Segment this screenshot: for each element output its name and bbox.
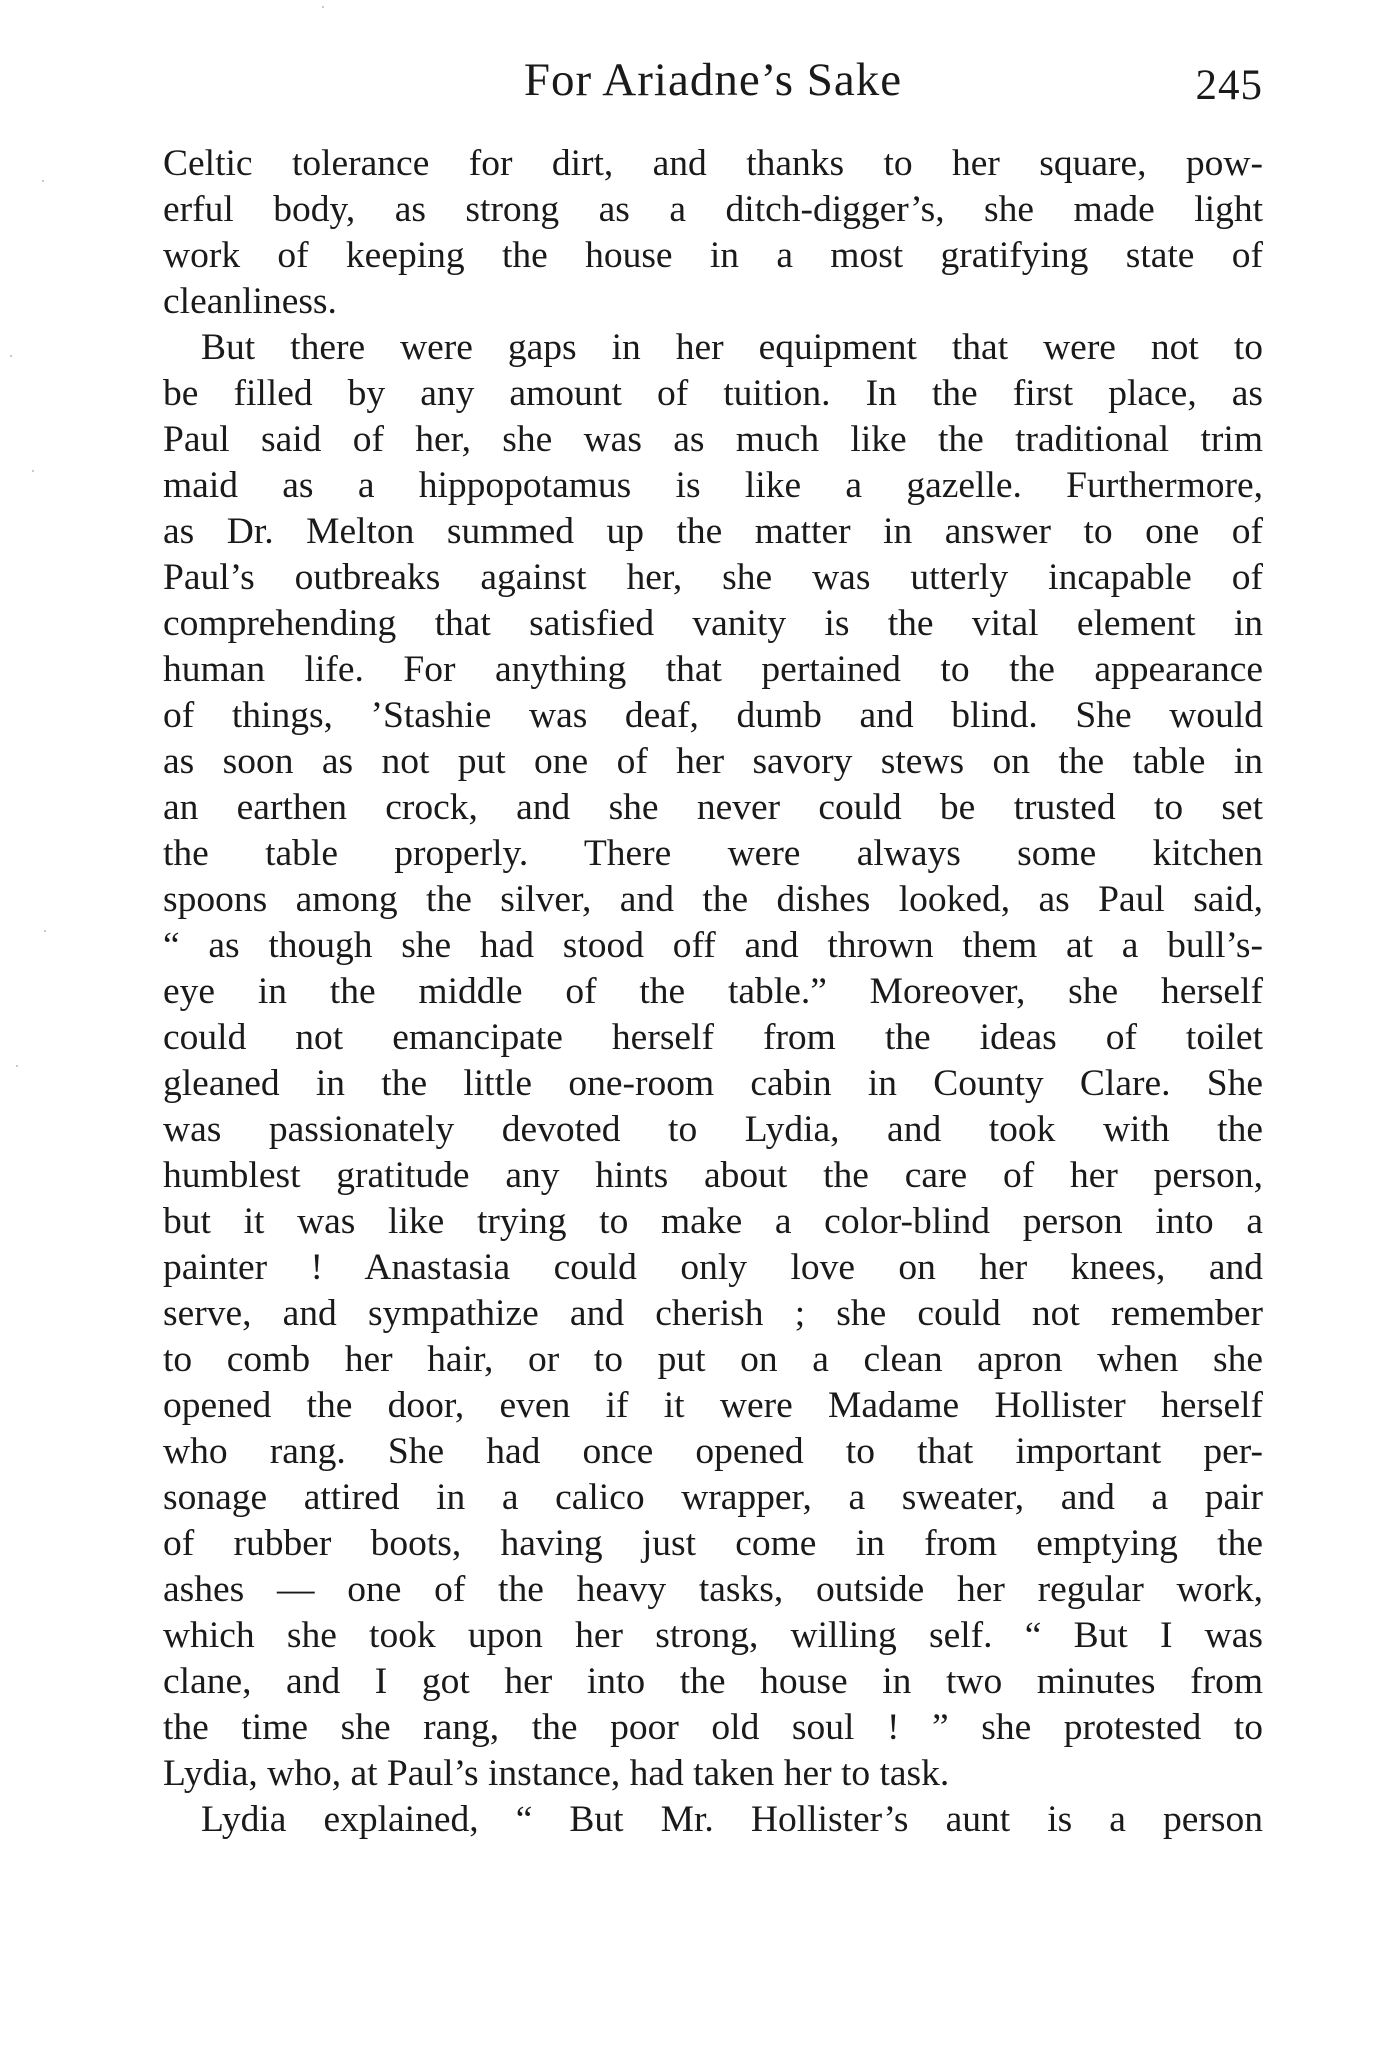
text-line: work of keeping the house in a most gratifying state of — [163, 235, 1263, 276]
text-line: Celtic tolerance for dirt, and thanks to her square, pow- — [163, 143, 1263, 184]
text-line: cleanliness. — [163, 281, 337, 322]
text-line: an earthen crock, and she never could be trusted to set — [163, 787, 1263, 828]
text-line: to comb her hair, or to put on a clean apron when she — [163, 1339, 1263, 1380]
page-number: 245 — [1195, 62, 1263, 109]
text-line: erful body, as strong as a ditch-digger’s, she made light — [163, 189, 1263, 230]
text-line: who rang. She had once opened to that important per- — [163, 1431, 1263, 1472]
text-line: Paul said of her, she was as much like the traditional trim — [163, 419, 1263, 460]
text-line: serve, and sympathize and cherish ; she could not remember — [163, 1293, 1263, 1334]
scan-speck — [32, 470, 34, 472]
text-line: clane, and I got her into the house in two minutes from — [163, 1661, 1263, 1702]
text-line: comprehending that satisfied vanity is the vital element in — [163, 603, 1263, 644]
scan-speck — [322, 6, 324, 8]
scan-speck — [42, 180, 44, 182]
text-line: the time she rang, the poor old soul ! ” she protested to — [163, 1707, 1263, 1748]
text-line: opened the door, even if it were Madame Hollister herself — [163, 1385, 1263, 1426]
text-line: spoons among the silver, and the dishes looked, as Paul said, — [163, 879, 1263, 920]
text-line: was passionately devoted to Lydia, and took with the — [163, 1109, 1263, 1150]
text-line: eye in the middle of the table.” Moreover, she herself — [163, 971, 1263, 1012]
text-line: gleaned in the little one-room cabin in County Clare. She — [163, 1063, 1263, 1104]
text-line: as Dr. Melton summed up the matter in answer to one of — [163, 511, 1263, 552]
page-header — [163, 50, 1263, 110]
text-line: but it was like trying to make a color-blind person into a — [163, 1201, 1263, 1242]
body-text — [163, 141, 1263, 1843]
text-line: “ as though she had stood off and thrown them at a bull’s- — [163, 925, 1263, 966]
text-line: painter ! Anastasia could only love on her knees, and — [163, 1247, 1263, 1288]
text-line: could not emancipate herself from the ideas of toilet — [163, 1017, 1263, 1058]
text-line: of things, ’Stashie was deaf, dumb and blind. She would — [163, 695, 1263, 736]
scan-speck — [16, 1065, 18, 1067]
scan-speck — [44, 930, 46, 932]
text-line: human life. For anything that pertained to the appearance — [163, 649, 1263, 690]
running-title: For Ariadne’s Sake — [523, 54, 903, 106]
text-line: of rubber boots, having just come in from emptying the — [163, 1523, 1263, 1564]
text-line: be filled by any amount of tuition. In the first place, as — [163, 373, 1263, 414]
text-line: But there were gaps in her equipment that were not to — [201, 327, 1263, 368]
text-line: as soon as not put one of her savory stews on the table in — [163, 741, 1263, 782]
text-line: Paul’s outbreaks against her, she was utterly incapable of — [163, 557, 1263, 598]
text-line: which she took upon her strong, willing self. “ But I was — [163, 1615, 1263, 1656]
text-line: humblest gratitude any hints about the care of her person, — [163, 1155, 1263, 1196]
text-line: ashes — one of the heavy tasks, outside her regular work, — [163, 1569, 1263, 1610]
text-line: maid as a hippopotamus is like a gazelle. Furthermore, — [163, 465, 1263, 506]
scan-speck — [10, 355, 12, 357]
text-line: Lydia explained, “ But Mr. Hollister’s aunt is a person — [201, 1799, 1263, 1840]
text-line: sonage attired in a calico wrapper, a sweater, and a pair — [163, 1477, 1263, 1518]
text-line: the table properly. There were always some kitchen — [163, 833, 1263, 874]
text-line: Lydia, who, at Paul’s instance, had taken her to task. — [163, 1753, 950, 1794]
